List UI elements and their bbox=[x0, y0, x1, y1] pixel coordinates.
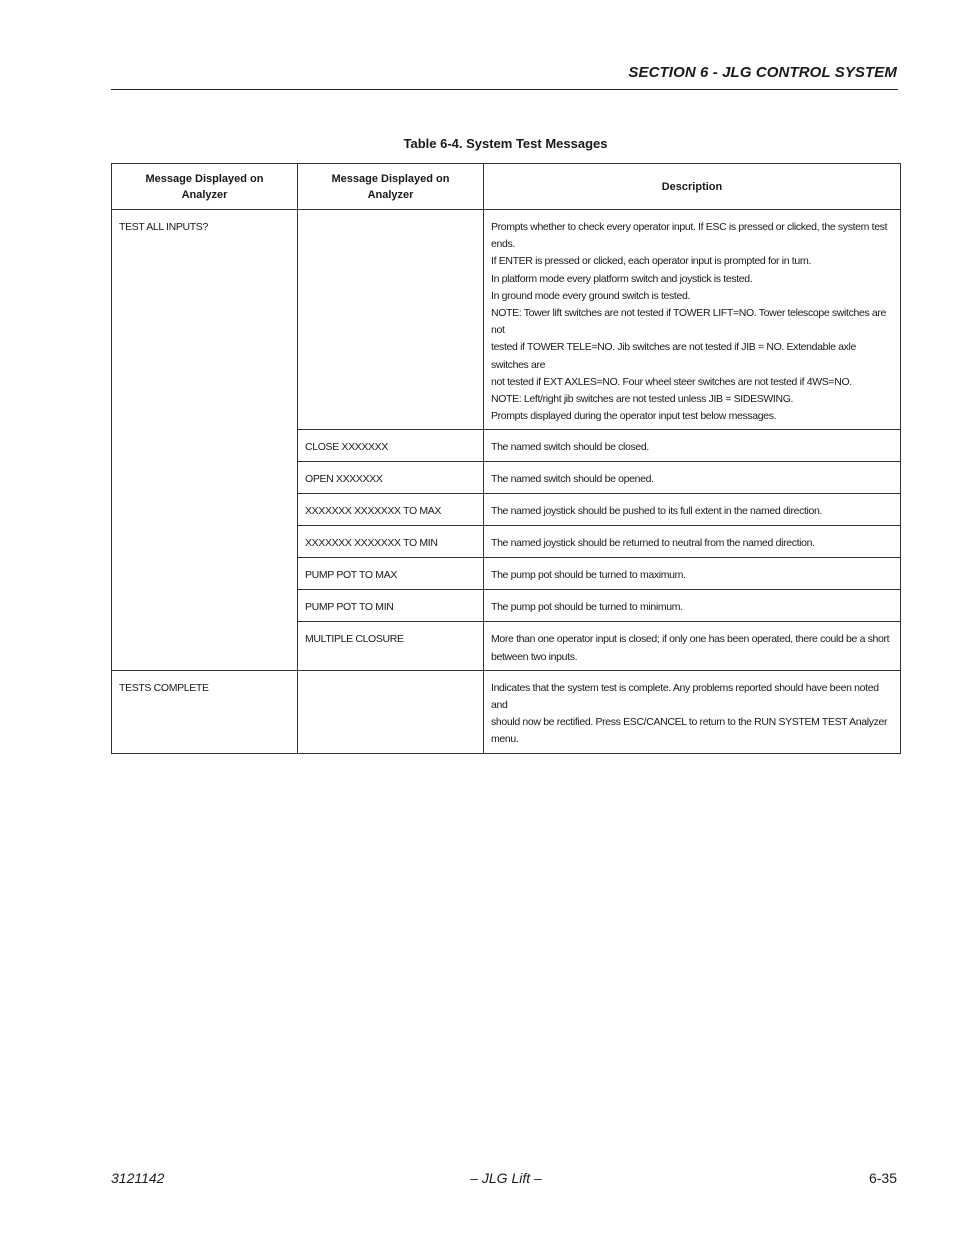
sub-message-text: PUMP POT TO MIN bbox=[305, 601, 394, 614]
description-cell bbox=[484, 210, 901, 430]
description-text bbox=[484, 210, 900, 429]
description-line: tested if TOWER TELE=NO. Jib switches are not tested if JIB = NO. Extendable axle switches are bbox=[491, 341, 856, 371]
sub-message-text: XXXXXXX XXXXXXX TO MIN bbox=[305, 537, 438, 550]
description-text: The pump pot should be turned to minimum. bbox=[491, 601, 683, 614]
page-number: 6-35 bbox=[868, 1170, 897, 1186]
sub-message-text: CLOSE XXXXXXX bbox=[305, 441, 388, 454]
sub-message-text: PUMP POT TO MAX bbox=[305, 569, 397, 582]
sub-message-cell bbox=[298, 462, 484, 494]
description-line: More than one operator input is closed; if only one has been operated, there could be a short bbox=[491, 633, 890, 646]
description-cell bbox=[484, 590, 901, 622]
header-divider bbox=[111, 89, 898, 90]
description-text: The named switch should be closed. bbox=[491, 441, 649, 454]
message-cell-tests-complete bbox=[112, 670, 298, 753]
document-number: 3121142 bbox=[111, 1170, 165, 1186]
column-header-message-2: Message Displayed on Analyzer bbox=[298, 164, 484, 210]
sub-message-text: OPEN XXXXXXX bbox=[305, 473, 383, 486]
sub-message-text: XXXXXXX XXXXXXX TO MAX bbox=[305, 505, 442, 518]
description-line: not tested if EXT AXLES=NO. Four wheel steer switches are not tested if 4WS=NO. bbox=[491, 375, 852, 388]
sub-message-cell bbox=[298, 430, 484, 462]
sub-message-cell bbox=[298, 590, 484, 622]
description-text bbox=[484, 671, 900, 753]
description-cell bbox=[484, 670, 901, 753]
description-line: Prompts displayed during the operator input test below messages. bbox=[491, 410, 777, 423]
description-text: The named joystick should be returned to neutral from the named direction. bbox=[491, 537, 815, 550]
description-line: NOTE: Tower lift switches are not tested if TOWER LIFT=NO. Tower telescope switches are not bbox=[491, 307, 887, 337]
message-text: TEST ALL INPUTS? bbox=[119, 221, 208, 233]
system-test-messages-table bbox=[111, 163, 901, 754]
column-header-message-1: Message Displayed on Analyzer bbox=[112, 164, 298, 210]
description-line: Indicates that the system test is complete. Any problems reported should have been noted and bbox=[491, 681, 879, 712]
description-line: If ENTER is pressed or clicked, each operator input is prompted for in turn. bbox=[491, 255, 812, 268]
description-cell bbox=[484, 526, 901, 558]
description-line: In platform mode every platform switch and joystick is tested. bbox=[491, 272, 753, 285]
message-cell-test-all-inputs bbox=[112, 210, 298, 671]
table-row bbox=[112, 210, 901, 430]
table-caption: Table 6-4. System Test Messages bbox=[403, 136, 608, 151]
sub-message-cell bbox=[298, 622, 484, 670]
column-header-description: Description bbox=[484, 164, 901, 210]
description-text: The named switch should be opened. bbox=[491, 473, 654, 486]
sub-message-cell bbox=[298, 526, 484, 558]
table-row bbox=[112, 670, 901, 753]
description-cell bbox=[484, 622, 901, 670]
sub-message-cell bbox=[298, 494, 484, 526]
description-line: between two inputs. bbox=[491, 650, 578, 663]
description-line: Prompts whether to check every operator input. If ESC is pressed or clicked, the system test ends. bbox=[491, 221, 888, 251]
description-text: The named joystick should be pushed to its full extent in the named direction. bbox=[491, 505, 823, 518]
section-title: SECTION 6 - JLG CONTROL SYSTEM bbox=[628, 64, 897, 81]
table-header-row bbox=[112, 164, 901, 210]
description-line: NOTE: Left/right jib switches are not tested unless JIB = SIDESWING. bbox=[491, 393, 794, 406]
description-text bbox=[484, 622, 900, 669]
description-cell bbox=[484, 494, 901, 526]
message-text: TESTS COMPLETE bbox=[119, 681, 209, 694]
sub-message-cell bbox=[298, 558, 484, 590]
description-line: should now be rectified. Press ESC/CANCEL to return to the RUN SYSTEM TEST Analyzer menu. bbox=[491, 716, 888, 746]
sub-message-cell-empty bbox=[298, 670, 484, 753]
sub-message-text: MULTIPLE CLOSURE bbox=[305, 633, 404, 646]
description-cell bbox=[484, 430, 901, 462]
footer-brand: – JLG Lift – bbox=[470, 1170, 542, 1186]
sub-message-cell-empty bbox=[298, 210, 484, 430]
description-line: In ground mode every ground switch is tested. bbox=[491, 289, 691, 302]
description-cell bbox=[484, 558, 901, 590]
description-text: The pump pot should be turned to maximum. bbox=[491, 569, 686, 582]
description-cell bbox=[484, 462, 901, 494]
